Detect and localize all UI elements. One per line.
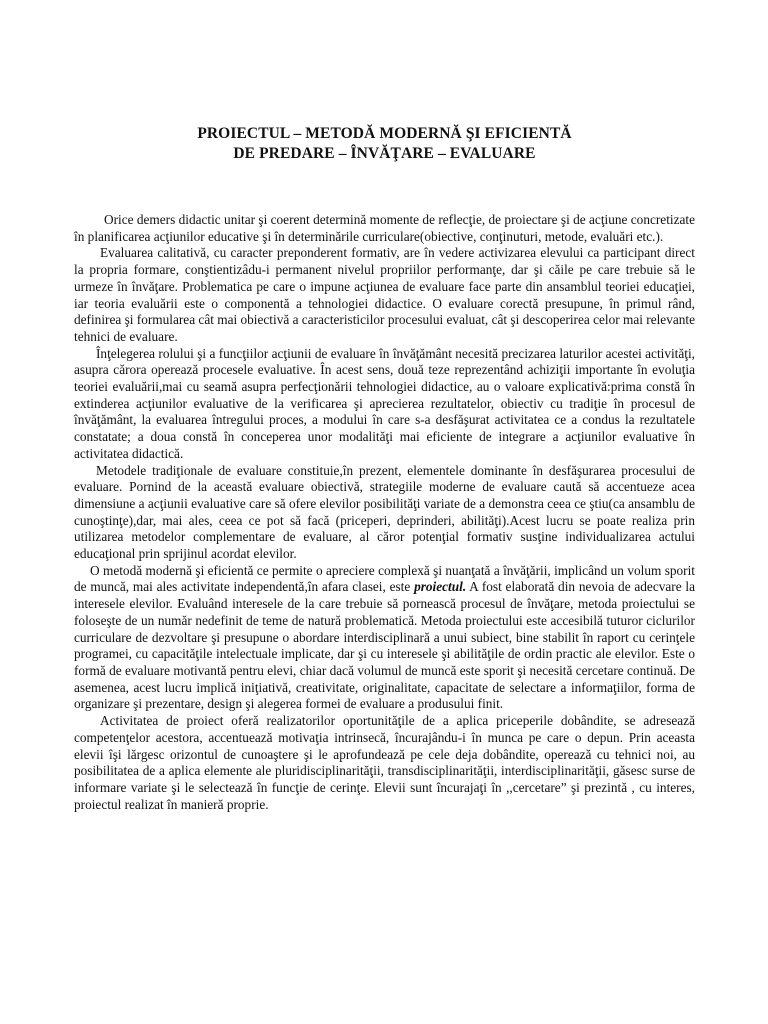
page-title	[74, 124, 695, 164]
paragraph-2: Evaluarea calitativă, cu caracter preponderent formativ, are în vedere activizarea elevului ca participant direct la propria formare, conştientizâdu-i permanent nivelul propriilor performanţe, dar şi căile pe care trebuie să le urmeze în învăţare. Problematica pe care o impune acţiunea de evaluare face parte din ansamblul teoriei educaţiei, iar teoria evaluării este o componentă a tehnologiei didactice. O evaluare corectă presupune, în primul rând, definirea şi formularea cât mai obiectivă a caracteristicilor procesului evaluat, cât şi descoperirea celor mai relevante tehnici de evaluare.	[74, 245, 695, 344]
paragraph-6: Activitatea de proiect oferă realizatorilor oportunităţile de a aplica priceperile dobândite, se adresează competenţelor acestora, accentuează motivaţia intrinsecă, încurajându-i în munca pe care o depun. Prin aceasta elevii îşi lărgesc orizontul de cunoaştere şi le aprofundează pe cele deja dobândite, operează cu tehnici noi, au posibilitatea de a aplica elemente ale pluridisciplinarităţii, transdisciplinarităţii, interdisciplinarităţii, găsesc surse de informare variate şi le selectează în funcţie de cerinţe. Elevii sunt încurajaţi în ,,cercetare” şi prezintă , cu interes, proiectul realizat în manieră proprie.	[74, 713, 695, 812]
paragraph-5-end: A fost elaborată din nevoia de adecvare la interesele elevilor. Evaluând interesele de la care trebuie să pornească procesul de învăţare, metoda proiectului se foloseşte de un număr nedefinit de teme de natură problematică. Metoda proiectului este accesibilă tuturor ciclurilor curriculare de dezvoltare şi presupune o abordare interdisciplinară a unui subiect, bine stabilit în raport cu cerinţele programei, cu capacităţile intelectuale implicate, dar şi cu interesele şi abilităţile de ordin practic ale elevilor. Este o formă de evaluare motivantă pentru elevi, chiar dacă volumul de muncă este sporit şi necesită cercetare continuă. De asemenea, acest lucru implică iniţiativă, creativitate, originalitate, capacitate de selectare a informaţiilor, forma de organizare şi prezentare, design şi alegerea formei de evaluare a produsului finit.	[74, 579, 695, 712]
title-line-1: PROIECTUL – METODĂ MODERNĂ ŞI EFICIENTĂ	[197, 125, 572, 142]
paragraph-3: Înţelegerea rolului şi a funcţiilor acţiunii de evaluare în învăţământ necesită precizarea laturilor acestei activităţi, asupra cărora operează procesele evaluative. În acest sens, două teze reprezentând achiziţii importante în evoluţia teoriei evaluării,mai cu seamă asupra perfecţionării tehnologiei didactice, au o valoare explicativă:prima constă în extinderea acţiunilor evaluative de la verificarea şi aprecierea rezultatelor, obiectiv cu tradiţie în procesul de învăţământ, la evaluarea întregului proces, a modului în care s-a desfăşurat activitatea ce a condus la rezultatele constatate; a doua constă în conceperea unor modalităţi mai eficiente de integrare a acţiunilor evaluative în activitatea didactică.	[74, 345, 695, 461]
paragraph-5	[74, 563, 695, 713]
paragraph-5-start: O metodă modernă şi eficientă ce permite o apreciere complexă şi nuanţată a învăţării, implicând un volum sporit de muncă, mai ales activitate independentă,în afara clasei, este	[74, 562, 695, 595]
paragraph-1: Orice demers didactic unitar şi coerent determină momente de reflecţie, de proiectare şi de acţiune concretizate în planificarea acţiunilor educative şi în determinările curriculare(obiective, conţinuturi, metode, evaluări etc.).	[74, 212, 695, 244]
emphasis-proiectul: proiectul.	[414, 579, 467, 595]
document-body	[74, 212, 695, 813]
title-line-2: DE PREDARE – ÎNVĂŢARE – EVALUARE	[233, 145, 536, 162]
paragraph-4: Metodele tradiţionale de evaluare constituie,în prezent, elementele dominante în desfăşurarea procesului de evaluare. Pornind de la această evaluare obiectivă, strategiile moderne de evaluare caută să accentueze acea dimensiune a acţiunii evaluative care să ofere elevilor posibilităţi variate de a demonstra ceea ce ştiu(ca ansamblu de cunoştinţe),dar, mai ales, ceea ce pot să facă (priceperi, deprinderi, abilităţi).Acest lucru se poate realiza prin utilizarea metodelor complementare de evaluare, al căror potenţial formativ susţine individualizarea actului educaţional prin sprijinul acordat elevilor.	[74, 462, 695, 562]
